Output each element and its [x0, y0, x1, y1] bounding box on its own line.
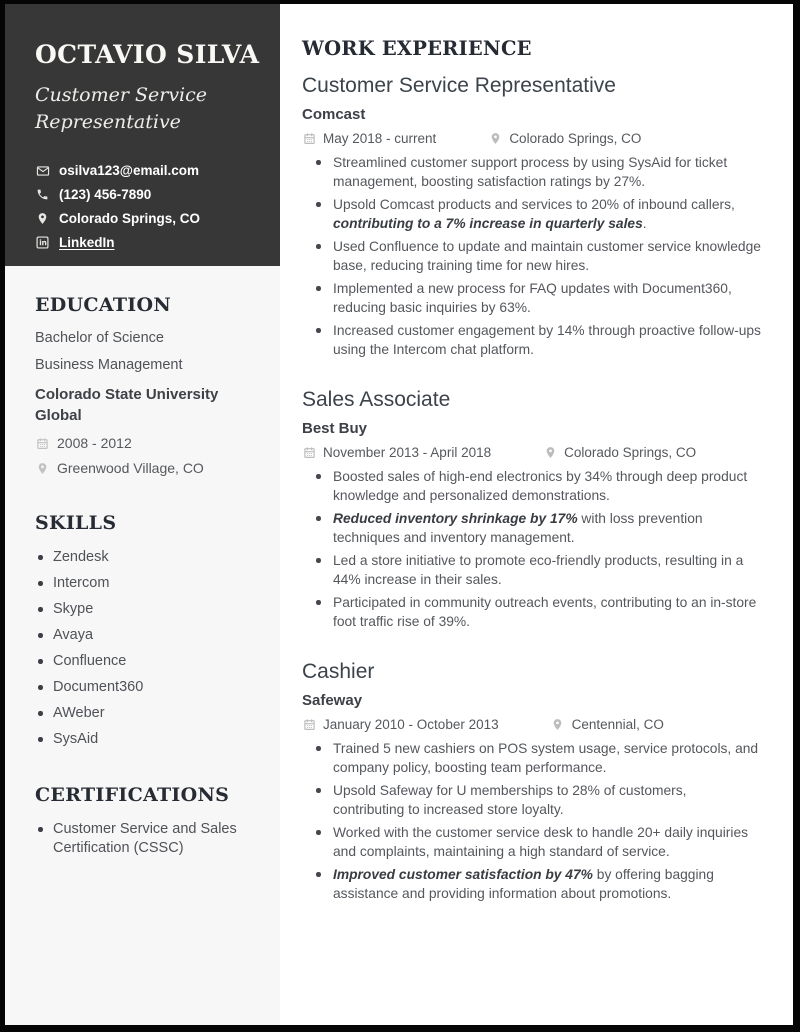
education-degree: Bachelor of Science: [35, 330, 164, 346]
bullet-text: Upsold Comcast products and services to 20% of inbound callers,: [333, 197, 735, 212]
job-company: Safeway: [302, 692, 363, 709]
contact-location: [35, 211, 256, 226]
bullet-text: .: [642, 216, 647, 231]
work-experience-heading: WORK EXPERIENCE: [302, 37, 532, 60]
location-pin-icon: [35, 462, 49, 475]
bullet-highlight-text: Reduced inventory shrinkage by 17%: [333, 511, 578, 526]
job-location-text: Colorado Springs, CO: [564, 445, 697, 460]
education-field: Business Management: [35, 357, 183, 373]
job-meta: [302, 717, 761, 732]
certification-item: Customer Service and Sales Certification (CSSC): [35, 820, 256, 858]
education-heading: EDUCATION: [35, 294, 171, 316]
bullet-item: [302, 509, 761, 547]
bullet-highlight-text: contributing to a 7% increase in quarterly sales: [333, 216, 643, 231]
certifications-heading: CERTIFICATIONS: [35, 784, 230, 806]
bullet-text: Trained 5 new cashiers on POS system usage, service protocols, and company policy, boosting team performance.: [333, 741, 759, 775]
job-location-text: Centennial, CO: [571, 717, 664, 732]
bullet-item: [302, 195, 761, 233]
job-dates-text: November 2013 - April 2018: [323, 445, 492, 460]
email-icon: [35, 164, 50, 178]
contact-linkedin: [35, 235, 256, 250]
job-bullets: [302, 153, 761, 359]
skills-list: [35, 548, 256, 748]
education-dates-text: 2008 - 2012: [57, 435, 132, 451]
calendar-icon: [302, 132, 316, 145]
bullet-text: by offering bagging assistance and providing information about promotions.: [333, 867, 714, 901]
bullet-text: Upsold Safeway for U memberships to 28% of customers, contributing to increased store loyalty.: [333, 783, 687, 817]
location-pin-icon: [551, 718, 565, 731]
person-job-title: Customer Service Representative: [35, 84, 208, 133]
sidebar-body: [5, 266, 280, 894]
bullet-item: [302, 823, 761, 861]
sidebar: [5, 4, 280, 1025]
skill-item: Skype: [35, 600, 256, 618]
calendar-icon: [35, 437, 49, 450]
job-location: [543, 445, 696, 460]
certifications-section: [35, 784, 256, 858]
skill-item: AWeber: [35, 704, 256, 722]
linkedin-icon: [35, 236, 50, 249]
calendar-icon: [302, 718, 316, 731]
person-name: OCTAVIO SILVA: [35, 40, 260, 69]
education-school: Colorado State University Global: [35, 386, 219, 424]
bullet-text: Boosted sales of high-end electronics by 34% through deep product knowledge and personalized demonstrations.: [333, 469, 748, 503]
certifications-list: [35, 820, 256, 858]
job-entry: [302, 388, 761, 631]
contact-block: [35, 163, 256, 250]
job-location-text: Colorado Springs, CO: [509, 131, 642, 146]
bullet-text: Led a store initiative to promote eco-friendly products, resulting in a 44% increase in their sales.: [333, 553, 744, 587]
job-title: Customer Service Representative: [302, 74, 616, 97]
bullet-text: Used Confluence to update and maintain customer service knowledge base, reducing training time for new hires.: [333, 239, 761, 273]
jobs: [302, 74, 761, 903]
education-location: [35, 460, 256, 476]
skill-item: Avaya: [35, 626, 256, 644]
contact-phone: [35, 187, 256, 202]
contact-email: [35, 163, 256, 178]
job-meta: [302, 445, 761, 460]
location-pin-icon: [35, 212, 50, 225]
bullet-item: [302, 865, 761, 903]
skill-item: Confluence: [35, 652, 256, 670]
job-location: [488, 131, 641, 146]
education-location-text: Greenwood Village, CO: [57, 460, 204, 476]
skill-item: Zendesk: [35, 548, 256, 566]
education-dates: [35, 435, 256, 451]
contact-location-text: Colorado Springs, CO: [59, 211, 201, 226]
linkedin-link[interactable]: LinkedIn: [59, 235, 115, 250]
job-meta: [302, 131, 761, 146]
bullet-text: Implemented a new process for FAQ updates with Document360, reducing basic inquiries by 63%.: [333, 281, 732, 315]
job-company: Best Buy: [302, 420, 368, 437]
bullet-text: Worked with the customer service desk to handle 20+ daily inquiries and complaints, maintaining a high standard of service.: [333, 825, 749, 859]
job-entry: [302, 74, 761, 359]
bullet-text: Participated in community outreach events, contributing to an in-store foot traffic rise of 39%.: [333, 595, 757, 629]
bullet-item: [302, 781, 761, 819]
job-location: [551, 717, 664, 732]
skill-item: SysAid: [35, 730, 256, 748]
bullet-item: [302, 739, 761, 777]
contact-phone-text: (123) 456-7890: [59, 187, 152, 202]
contact-email-text: osilva123@email.com: [59, 163, 199, 178]
job-dates-text: May 2018 - current: [323, 131, 437, 146]
bullet-item: [302, 551, 761, 589]
education-section: [35, 294, 256, 476]
skill-item: Intercom: [35, 574, 256, 592]
calendar-icon: [302, 446, 316, 459]
skill-item: Document360: [35, 678, 256, 696]
bullet-item: [302, 237, 761, 275]
bullet-highlight-text: Improved customer satisfaction by 47%: [333, 867, 593, 882]
bullet-item: [302, 279, 761, 317]
main-content: [280, 4, 793, 1025]
location-pin-icon: [488, 132, 502, 145]
phone-icon: [35, 188, 50, 201]
skills-section: [35, 512, 256, 748]
job-dates: [302, 131, 436, 146]
job-title: Sales Associate: [302, 388, 451, 411]
bullet-item: [302, 467, 761, 505]
job-dates-text: January 2010 - October 2013: [323, 717, 499, 732]
job-bullets: [302, 739, 761, 903]
job-dates: [302, 717, 499, 732]
bullet-item: [302, 593, 761, 631]
bullet-item: [302, 153, 761, 191]
bullet-text: with loss prevention techniques and inventory management.: [333, 511, 703, 545]
bullet-text: Increased customer engagement by 14% through proactive follow-ups using the Intercom chat platform.: [333, 323, 761, 357]
job-entry: [302, 660, 761, 903]
job-bullets: [302, 467, 761, 631]
sidebar-header: [5, 4, 280, 266]
location-pin-icon: [543, 446, 557, 459]
skills-heading: SKILLS: [35, 512, 117, 534]
bullet-text: Streamlined customer support process by using SysAid for ticket management, boosting satisfaction ratings by 27%.: [333, 155, 728, 189]
job-title: Cashier: [302, 660, 375, 683]
job-company: Comcast: [302, 106, 366, 123]
bullet-item: [302, 321, 761, 359]
job-dates: [302, 445, 491, 460]
